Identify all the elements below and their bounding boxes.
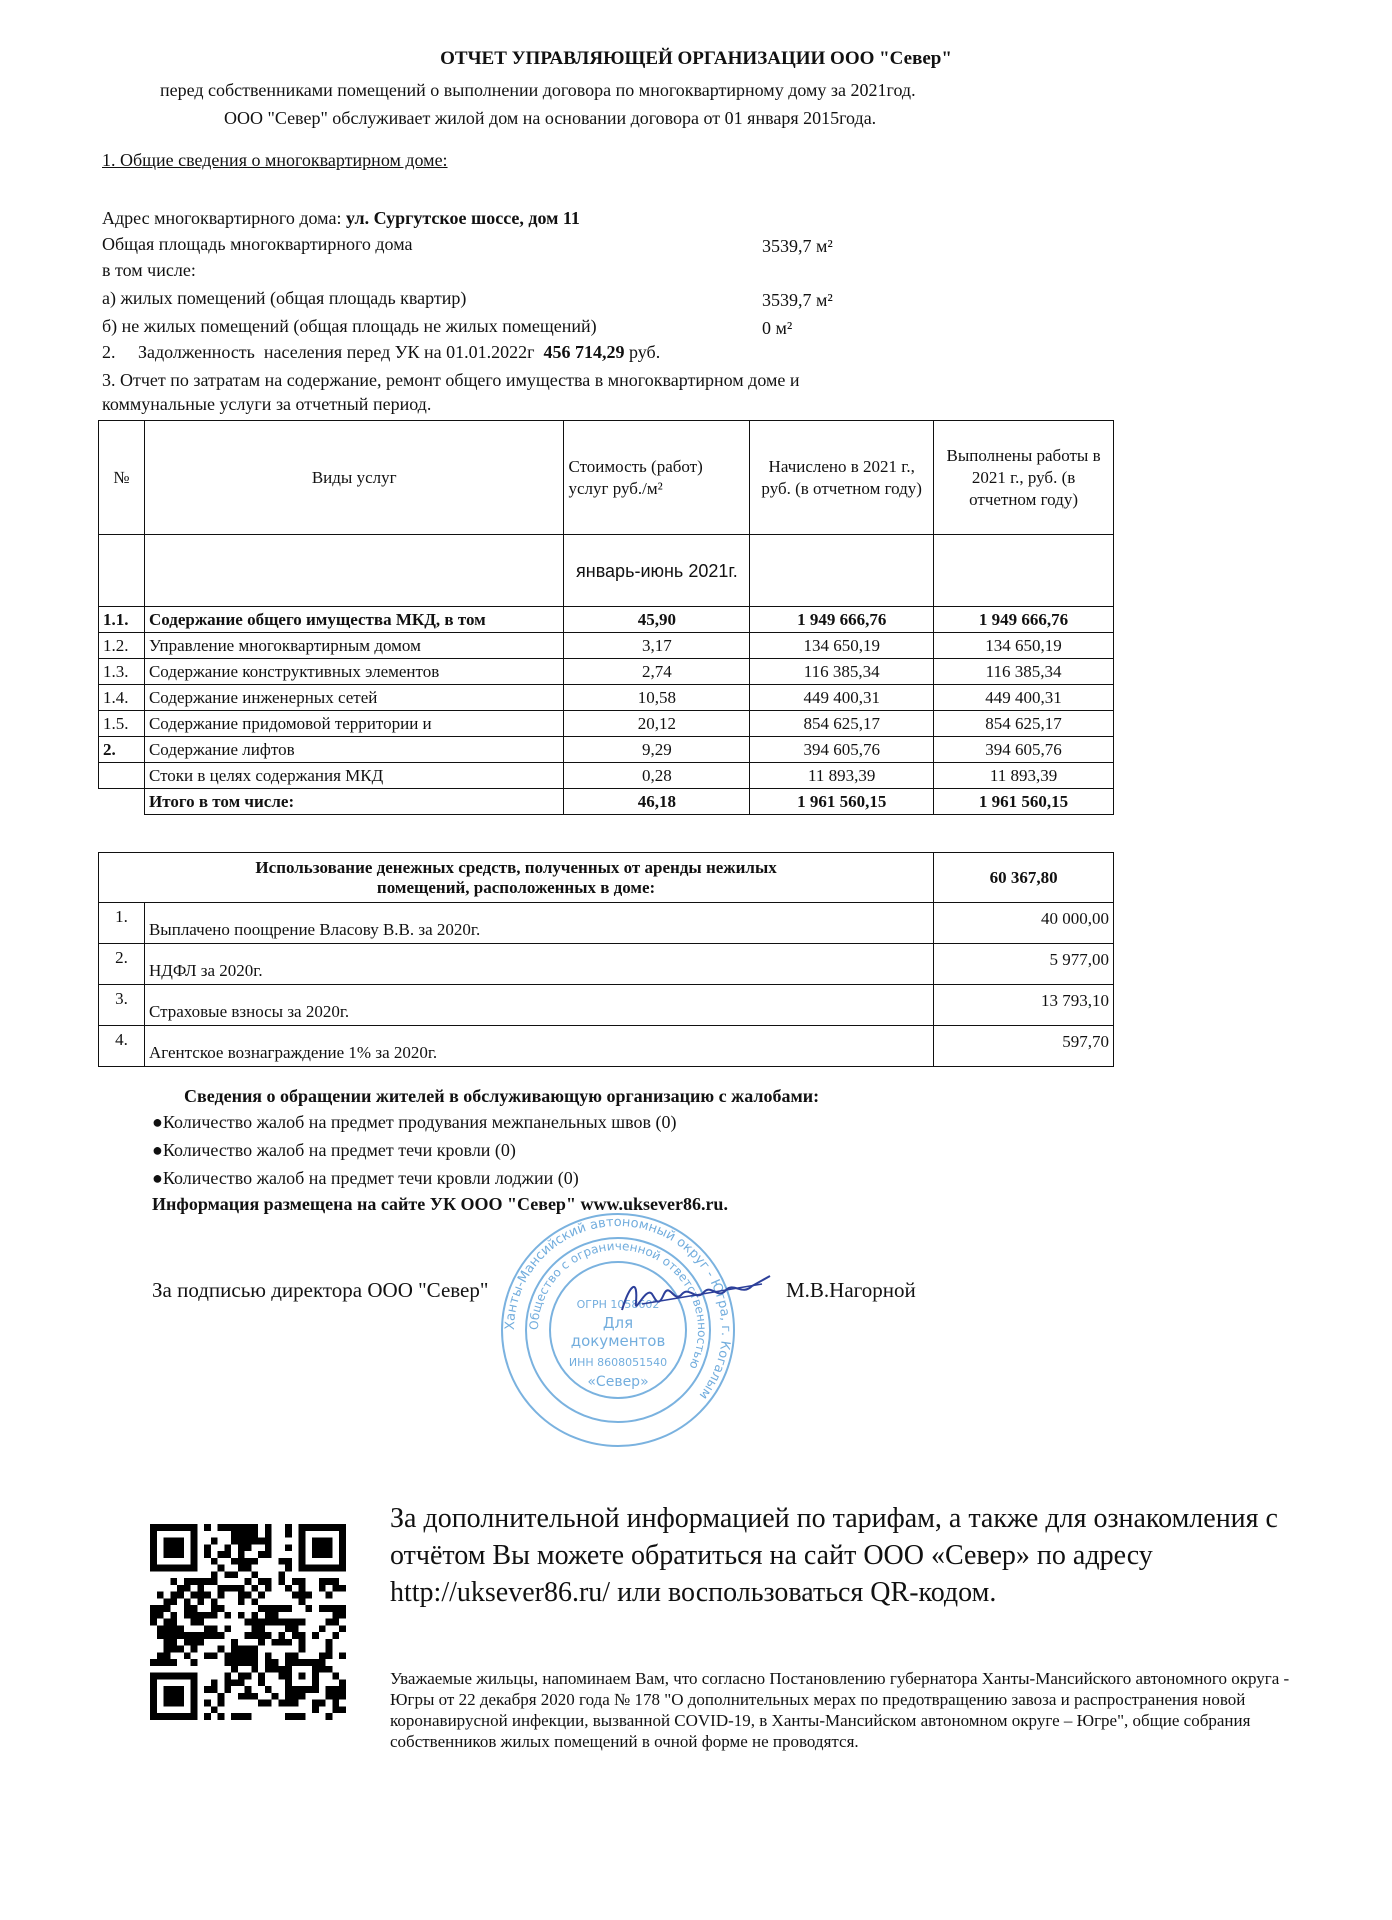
row-cost: 0,28: [564, 763, 750, 789]
rent-table: [98, 852, 1114, 1067]
complaint-item: ●Количество жалоб на предмет течи кровли (0): [152, 1140, 516, 1160]
rent-header-row: [99, 853, 1114, 903]
address-line: [102, 208, 580, 229]
row-num: 1.1.: [99, 607, 145, 633]
header-done: Выполнены работы в 2021 г., руб. (в отчетном году): [934, 421, 1114, 535]
row-num: 2.: [99, 737, 145, 763]
total-done: 1 961 560,15: [934, 789, 1114, 815]
row-num: [99, 763, 145, 789]
signature-label: За подписью директора ООО "Север": [152, 1278, 489, 1302]
complaints-title: Сведения о обращении жителей в обслуживающую организацию с жалобами:: [184, 1086, 820, 1106]
address-value: ул. Сургутское шоссе, дом 11: [345, 208, 580, 228]
row-cost: 20,12: [564, 711, 750, 737]
stamp-inn: ИНН 8608051540: [568, 1356, 668, 1369]
company-stamp: [498, 1210, 738, 1450]
row-num: 1.3.: [99, 659, 145, 685]
services-row: [99, 737, 1114, 763]
row-num: 1.4.: [99, 685, 145, 711]
debt-line: [102, 342, 660, 363]
complaint-item: ●Количество жалоб на предмет продувания межпанельных швов (0): [152, 1112, 677, 1132]
report-line-1: 3. Отчет по затратам на содержание, ремонт общего имущества в многоквартирном доме и: [102, 370, 800, 390]
row-cost: 2,74: [564, 659, 750, 685]
contract-info: ООО "Север" обслуживает жилой дом на основании договора от 01 января 2015года.: [224, 108, 877, 128]
header-charged: Начислено в 2021 г., руб. (в отчетном году): [750, 421, 934, 535]
covid-notice: Уважаемые жильцы, напоминаем Вам, что согласно Постановлению губернатора Ханты-Мансийского автономного округа - Югры от 22 декабря 2020 года № 178 "О дополнительных мерах по предотвращению завоза и распространения новой коронавирусной инфекции, вызванной COVID-19, в Ханты-Мансийском автономном округе – Югре", общие собрания собственников жилых помещений в очной форме не проводятся.: [390, 1669, 1290, 1751]
director-name: М.В.Нагорной: [786, 1278, 916, 1302]
row-done: 1 949 666,76: [934, 607, 1114, 633]
services-row: [99, 711, 1114, 737]
rent-row-num: 3.: [99, 985, 145, 1026]
row-service-name: Содержание общего имущества МКД, в том: [144, 607, 564, 633]
row-done: 134 650,19: [934, 633, 1114, 659]
row-service-name: Управление многоквартирным домом: [144, 633, 564, 659]
rent-row-value: 5 977,00: [934, 944, 1114, 985]
row-num: 1.5.: [99, 711, 145, 737]
row-charged: 116 385,34: [750, 659, 934, 685]
rent-row-value: 597,70: [934, 1026, 1114, 1067]
qr-code[interactable]: [150, 1524, 346, 1720]
row-done: 449 400,31: [934, 685, 1114, 711]
services-header-row: [99, 421, 1114, 535]
total-label: Итого в том числе:: [144, 789, 564, 815]
nonresidential-area-label: б) не жилых помещений (общая площадь не жилых помещений): [102, 316, 597, 336]
stamp-outer-text: Ханты-Мансийский автономный округ - Югра, г. Когалым: [502, 1214, 734, 1402]
nonresidential-area-value: 0 м²: [762, 318, 793, 338]
rent-row-num: 4.: [99, 1026, 145, 1067]
rent-title-line-2: помещений, расположенных в доме:: [376, 877, 656, 897]
stamp-center-2: документов: [570, 1332, 666, 1350]
including-label: в том числе:: [102, 260, 196, 280]
general-section-title: 1. Общие сведения о многоквартирном доме:: [102, 150, 448, 170]
report-subtitle: перед собственниками помещений о выполнении договора по многоквартирному дому за 2021год.: [160, 80, 916, 100]
services-row: [99, 607, 1114, 633]
rent-row-num: 2.: [99, 944, 145, 985]
rent-row-num: 1.: [99, 903, 145, 944]
director-signature: [612, 1264, 772, 1324]
rent-row-value: 13 793,10: [934, 985, 1114, 1026]
total-charged: 1 961 560,15: [750, 789, 934, 815]
debt-value: 456 714,29: [543, 342, 625, 362]
residential-area-label: а) жилых помещений (общая площадь квартир): [102, 288, 467, 308]
services-row: [99, 763, 1114, 789]
rent-row: [99, 903, 1114, 944]
website-notice: За дополнительной информацией по тарифам, а также для ознакомления с отчётом Вы можете обратиться на сайт ООО «Север» по адресу http://uksever86.ru/ или воспользоваться QR-кодом.: [390, 1503, 1278, 1608]
residential-area-value: 3539,7 м²: [762, 290, 833, 310]
row-done: 394 605,76: [934, 737, 1114, 763]
complaint-item: ●Количество жалоб на предмет течи кровли лоджии (0): [152, 1168, 579, 1188]
row-service-name: Содержание лифтов: [144, 737, 564, 763]
row-charged: 134 650,19: [750, 633, 934, 659]
rent-row-desc: НДФЛ за 2020г.: [144, 944, 933, 985]
report-title: ОТЧЕТ УПРАВЛЯЮЩЕЙ ОРГАНИЗАЦИИ ООО "Север": [440, 48, 952, 69]
rent-row-desc: Агентское вознаграждение 1% за 2020г.: [144, 1026, 933, 1067]
rent-row: [99, 985, 1114, 1026]
services-row: [99, 685, 1114, 711]
total-area-label: Общая площадь многоквартирного дома: [102, 234, 413, 254]
services-row: [99, 659, 1114, 685]
stamp-middle-text: Общество с ограниченной ответственностью: [526, 1238, 710, 1372]
debt-suffix: руб.: [624, 342, 661, 362]
row-service-name: Содержание инженерных сетей: [144, 685, 564, 711]
row-done: 11 893,39: [934, 763, 1114, 789]
row-cost: 3,17: [564, 633, 750, 659]
address-label: Адрес многоквартирного дома:: [102, 208, 346, 228]
row-charged: 854 625,17: [750, 711, 934, 737]
rent-row-desc: Страховые взносы за 2020г.: [144, 985, 933, 1026]
row-charged: 11 893,39: [750, 763, 934, 789]
row-done: 854 625,17: [934, 711, 1114, 737]
period-label: январь-июнь 2021г.: [564, 535, 750, 607]
stamp-name: «Север»: [587, 1374, 649, 1390]
services-row: [99, 633, 1114, 659]
total-row: [99, 789, 1114, 815]
debt-label: 2. Задолженность населения перед УК на 01.01.2022г: [102, 342, 544, 362]
row-num: 1.2.: [99, 633, 145, 659]
header-services: Виды услуг: [144, 421, 564, 535]
row-charged: 449 400,31: [750, 685, 934, 711]
stamp-center-1: Для: [602, 1314, 634, 1332]
rent-row-value: 40 000,00: [934, 903, 1114, 944]
report-line-2: коммунальные услуги за отчетный период.: [102, 394, 432, 414]
row-charged: 394 605,76: [750, 737, 934, 763]
row-done: 116 385,34: [934, 659, 1114, 685]
total-cost: 46,18: [564, 789, 750, 815]
row-charged: 1 949 666,76: [750, 607, 934, 633]
rent-row: [99, 944, 1114, 985]
rent-title: [99, 853, 934, 903]
row-service-name: Содержание конструктивных элементов: [144, 659, 564, 685]
row-service-name: Стоки в целях содержания МКД: [144, 763, 564, 789]
header-cost: Стоимость (работ) услуг руб./м²: [564, 421, 750, 535]
rent-row-desc: Выплачено поощрение Власову В.В. за 2020г.: [144, 903, 933, 944]
services-table: [98, 420, 1114, 815]
row-cost: 10,58: [564, 685, 750, 711]
website-info: Информация размещена на сайте УК ООО "Север" www.uksever86.ru.: [152, 1194, 728, 1214]
row-cost: 45,90: [564, 607, 750, 633]
rent-row: [99, 1026, 1114, 1067]
row-cost: 9,29: [564, 737, 750, 763]
rent-total: 60 367,80: [934, 853, 1114, 903]
period-row: [99, 535, 1114, 607]
total-area-value: 3539,7 м²: [762, 236, 833, 256]
header-num: №: [99, 421, 145, 535]
row-service-name: Содержание придомовой территории и: [144, 711, 564, 737]
stamp-ogrn: ОГРН 1058602: [576, 1298, 660, 1311]
rent-title-line-1: Использование денежных средств, полученных от аренды нежилых: [255, 857, 777, 877]
